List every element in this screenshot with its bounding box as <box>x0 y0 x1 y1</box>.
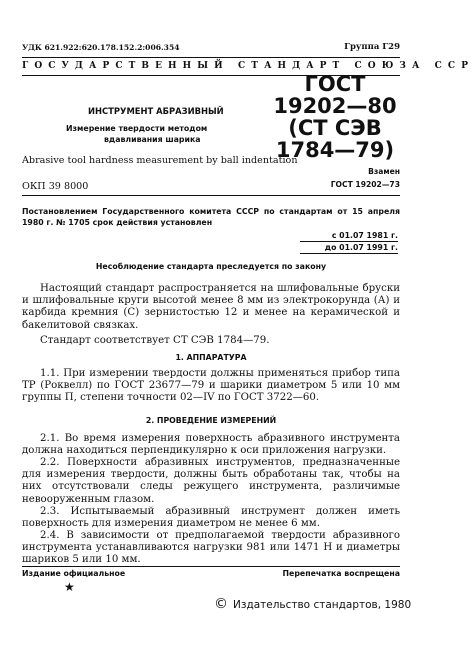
state-standard-banner: ГОСУДАРСТВЕННЫЙ СТАНДАРТ СОЮЗА ССР <box>22 61 474 71</box>
footer-rule <box>22 566 400 567</box>
validity-to-underline <box>300 253 398 254</box>
scope-paragraph: Настоящий стандарт распространяется на шлифовальные бруски и шлифовальные круги высотой менее 8 мм из электрокорунда (А) и карбида кремния (С) зернистостью 12 и менее на керамической и бакелитовой связках. <box>22 283 400 331</box>
validity-to: до 01.07 1991 г. <box>324 243 398 252</box>
gost-line-3: (СТ СЭВ <box>288 116 382 140</box>
document-title: ИНСТРУМЕНТ АБРАЗИВНЫЙ <box>88 106 224 116</box>
clause-2-4: 2.4. В зависимости от предполагаемой твердости абразивного инструмента устанавливаются нагрузки 981 или 1471 Н и диаметры шариков 5 или 10 мм. <box>22 530 400 566</box>
validity-from: с 01.07 1981 г. <box>331 231 398 240</box>
copyright-line <box>214 596 411 612</box>
replaces-label: Взамен <box>368 167 400 176</box>
copyright-icon: © <box>214 596 228 612</box>
section-1-heading: 1. АППАРАТУРА <box>175 353 247 362</box>
decree-text: Постановлением Государственного комитета СССР по стандартам от 15 апреля 1980 г. № 1705 срок действия установлен <box>22 207 400 227</box>
official-edition-label: Издание официальное <box>22 569 126 578</box>
title-block-rule <box>22 195 400 196</box>
law-notice: Несоблюдение стандарта преследуется по закону <box>95 262 327 271</box>
okp-code: ОКП 39 8000 <box>22 181 89 192</box>
english-title: Abrasive tool hardness measurement by ball indentation <box>22 155 298 166</box>
conformity-note: Стандарт соответствует СТ СЭВ 1784—79. <box>40 335 270 346</box>
reprint-prohibited-label: Перепечатка воспрещена <box>282 569 400 578</box>
replaces-value: ГОСТ 19202—73 <box>330 180 400 189</box>
subtitle-line-2: вдавливания шарика <box>104 135 201 144</box>
gost-line-4: 1784—79) <box>275 138 395 162</box>
header-rule <box>22 57 400 58</box>
star-icon: ★ <box>64 580 75 594</box>
clause-2-3: 2.3. Испытываемый абразивный инструмент должен иметь поверхность для измерения диаметром не менее 6 мм. <box>22 506 400 530</box>
clause-1-1: 1.1. При измерении твердости должны применяться прибор типа ТР (Роквелл) по ГОСТ 23677—79 и шарики диаметром 5 или 10 мм группы П, степени точности 02—IV по ГОСТ 3722—60. <box>22 368 400 404</box>
subtitle-line-1: Измерение твердости методом <box>66 124 208 133</box>
udk-code: УДК 621.922:620.178.152.2:006.354 <box>22 43 180 52</box>
copyright-text: Издательство стандартов, 1980 <box>233 599 412 611</box>
clause-2-2: 2.2. Поверхности абразивных инструментов, предназначенные для измерения твердости, должны быть обработаны так, чтобы на них отсутствовали следы режущего инструмента, различимые невооруженным глазом. <box>22 457 400 505</box>
gost-designation <box>268 73 402 161</box>
group-code: Группа Г29 <box>344 42 400 52</box>
validity-from-underline <box>300 241 398 242</box>
clause-2-1: 2.1. Во время измерения поверхность абразивного инструмента должна находиться перпендикулярно к оси приложения нагрузки. <box>22 433 400 457</box>
gost-line-1: ГОСТ <box>304 72 366 96</box>
gost-line-2: 19202—80 <box>273 94 397 118</box>
section-2-heading: 2. ПРОВЕДЕНИЕ ИЗМЕРЕНИЙ <box>145 416 277 425</box>
